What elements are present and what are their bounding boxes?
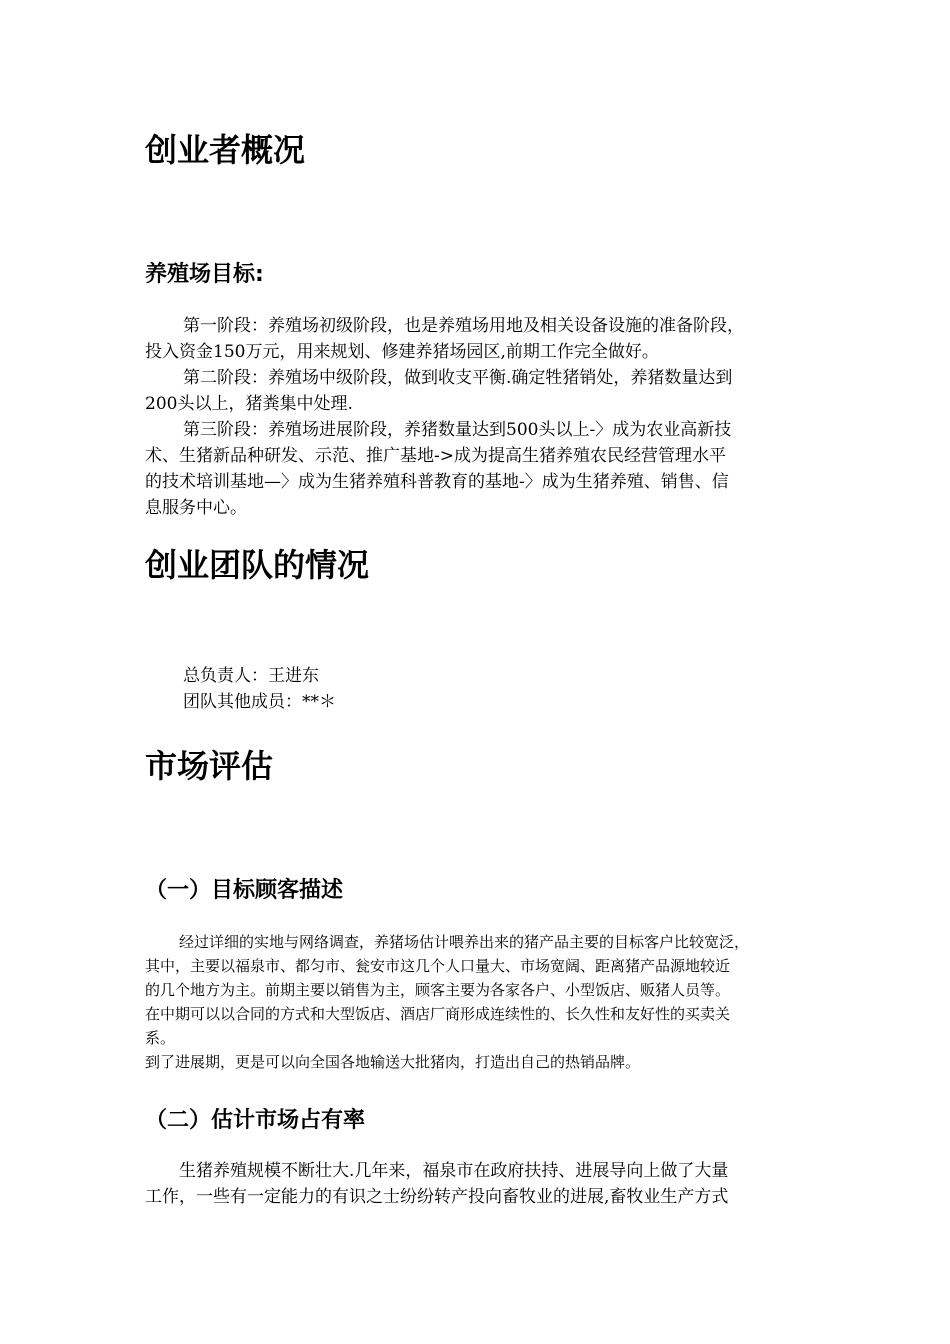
goal-line: 的技术培训基地—〉成为生猪养殖科普教育的基地-〉成为生猪养殖、销售、信: [145, 472, 729, 492]
customer-line: 在中期可以以合同的方式和大型饭店、酒店厂商形成连续性的、长久性和友好性的买卖关: [145, 1005, 731, 1023]
customer-line: 经过详细的实地与网络调查，养猪场估计喂养出来的猪产品主要的目标客户比较宽泛，: [179, 933, 750, 951]
heading-market-share: （二）估计市场占有率: [145, 1108, 366, 1133]
market-share-line: 生猪养殖规模不断壮大.几年来，福泉市在政府扶持、进展导向上做了大量: [179, 1161, 729, 1181]
team-info: [145, 663, 336, 715]
customer-line: 的几个地方为主。前期主要以销售为主，顾客主要为各家各户、小型饭店、贩猪人员等。: [145, 981, 731, 999]
goal-line: 术、生猪新品种研发、示范、推广基地->成为提高生猪养殖农民经营管理水平: [145, 446, 726, 466]
target-customers-paragraph: [145, 930, 749, 1074]
goal-line: 第一阶段：养殖场初级阶段，也是养殖场用地及相关设备设施的准备阶段，: [183, 316, 744, 336]
goal-line: 息服务中心。: [145, 498, 247, 518]
heading-farm-goals: 养殖场目标:: [145, 262, 264, 287]
heading-team: 创业团队的情况: [145, 546, 370, 584]
goal-line: 200头以上，猪粪集中处理.: [145, 394, 353, 414]
customer-line: 其中，主要以福泉市、都匀市、瓮安市这几个人口量大、市场宽阔、距离猪产品源地较近: [145, 957, 731, 975]
market-share-line: 工作，一些有一定能力的有识之士纷纷转产投向畜牧业的进展,畜牧业生产方式: [145, 1187, 729, 1207]
heading-target-customers: （一）目标顾客描述: [145, 878, 344, 903]
customer-line: 到了进展期，更是可以向全国各地输送大批猪肉，打造出自己的热销品牌。: [145, 1053, 641, 1071]
goal-line: 投入资金150万元，用来规划、修建养猪场园区,前期工作完全做好。: [145, 342, 659, 362]
customer-line: 系。: [145, 1029, 176, 1047]
team-leader: 总负责人：王进东: [183, 666, 319, 686]
team-members: 团队其他成员：**＊: [183, 692, 336, 712]
farm-goals-paragraph: [145, 313, 744, 521]
market-share-paragraph: [145, 1158, 728, 1210]
heading-market-assessment: 市场评估: [145, 747, 274, 785]
heading-founder-overview: 创业者概况: [145, 131, 306, 169]
goal-line: 第二阶段：养殖场中级阶段，做到收支平衡.确定牲猪销处，养猪数量达到: [183, 368, 733, 388]
goal-line: 第三阶段：养殖场进展阶段，养猪数量达到500头以上-〉成为农业高新技: [183, 420, 732, 440]
